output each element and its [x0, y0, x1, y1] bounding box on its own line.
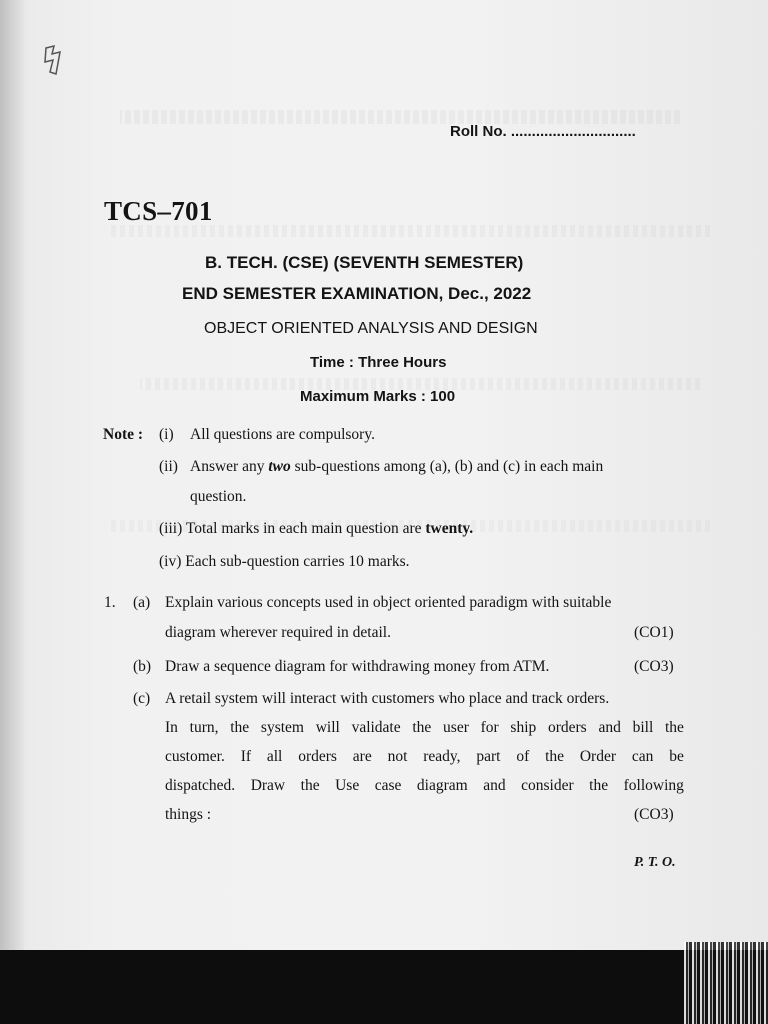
- degree-title: B. TECH. (CSE) (SEVENTH SEMESTER): [205, 253, 524, 272]
- paper-code: TCS–701: [104, 196, 213, 226]
- exam-title: END SEMESTER EXAMINATION, Dec., 2022: [182, 284, 532, 303]
- word: orders: [298, 748, 337, 765]
- course-outcome-tag: (CO3): [634, 806, 674, 823]
- scanner-edge-artifact: [684, 942, 768, 1024]
- word: user: [443, 719, 469, 736]
- note-item-text: (iii) Total marks in each main question are twenty.: [159, 520, 474, 537]
- note-item-number: (ii): [159, 458, 178, 475]
- note-label: Note :: [103, 426, 144, 443]
- sub-question-text: A retail system will interact with customers who place and track orders.: [165, 690, 610, 707]
- please-turn-over: P. T. O.: [634, 855, 676, 870]
- word: customer.: [165, 748, 225, 765]
- paper-edge-shadow: [0, 0, 24, 950]
- sub-question-text: Draw a sequence diagram for withdrawing money from ATM.: [165, 658, 550, 675]
- word: all: [266, 748, 283, 765]
- note-item-text: Answer any two sub-questions among (a), (b) and (c) in each main: [190, 458, 604, 475]
- note-item-continuation: question.: [190, 488, 247, 505]
- word: the: [300, 777, 320, 794]
- sub-question-text: [165, 719, 684, 737]
- sub-question-label: (a): [133, 594, 151, 611]
- word: turn,: [189, 719, 219, 736]
- word: In: [165, 719, 178, 736]
- note-item-text: All questions are compulsory.: [190, 426, 375, 443]
- course-outcome-tag: (CO1): [634, 624, 674, 641]
- sub-question-text: diagram wherever required in detail.: [165, 624, 391, 641]
- word: can: [631, 748, 654, 765]
- sub-question-text: Explain various concepts used in object oriented paradigm with suitable: [165, 594, 612, 611]
- question-number: 1.: [104, 594, 116, 611]
- word: the: [545, 748, 565, 765]
- word: bill: [632, 719, 654, 736]
- word: system: [260, 719, 304, 736]
- sub-question-label: (b): [133, 658, 152, 675]
- word: and: [598, 719, 621, 736]
- word: and: [483, 777, 506, 794]
- word: the: [589, 777, 609, 794]
- note-item-text: (iv) Each sub-question carries 10 marks.: [159, 553, 410, 570]
- sub-question-text: things :: [165, 806, 212, 823]
- word: validate: [351, 719, 401, 736]
- word: are: [352, 748, 372, 765]
- word: the: [665, 719, 684, 736]
- sub-question-text: [165, 777, 684, 795]
- word: will: [315, 719, 340, 736]
- word: Draw: [250, 777, 286, 794]
- word: not: [387, 748, 408, 765]
- word: part: [476, 748, 501, 765]
- word: following: [623, 777, 684, 794]
- maximum-marks: Maximum Marks : 100: [300, 388, 456, 405]
- word: ship: [510, 719, 537, 736]
- bleed-through-texture: [120, 110, 680, 124]
- word: be: [669, 748, 684, 765]
- roll-number-field: Roll No. ..............................: [450, 123, 636, 140]
- word: the: [230, 719, 250, 736]
- word: consider: [521, 777, 574, 794]
- scanner-background: [0, 950, 768, 1024]
- word: of: [516, 748, 530, 765]
- subject-title: OBJECT ORIENTED ANALYSIS AND DESIGN: [204, 320, 538, 337]
- word: ready,: [423, 748, 461, 765]
- sub-question-label: (c): [133, 690, 151, 707]
- stamp-mark: [40, 44, 66, 78]
- word: the: [412, 719, 432, 736]
- word: for: [480, 719, 499, 736]
- note-item-number: (i): [159, 426, 174, 443]
- sub-question-text: [165, 748, 684, 766]
- word: diagram: [416, 777, 468, 794]
- word: Order: [579, 748, 617, 765]
- word: Use: [335, 777, 360, 794]
- word: dispatched.: [165, 777, 236, 794]
- word: orders: [547, 719, 587, 736]
- course-outcome-tag: (CO3): [634, 658, 674, 675]
- word: If: [240, 748, 252, 765]
- word: case: [374, 777, 402, 794]
- time-allowed: Time : Three Hours: [310, 354, 447, 371]
